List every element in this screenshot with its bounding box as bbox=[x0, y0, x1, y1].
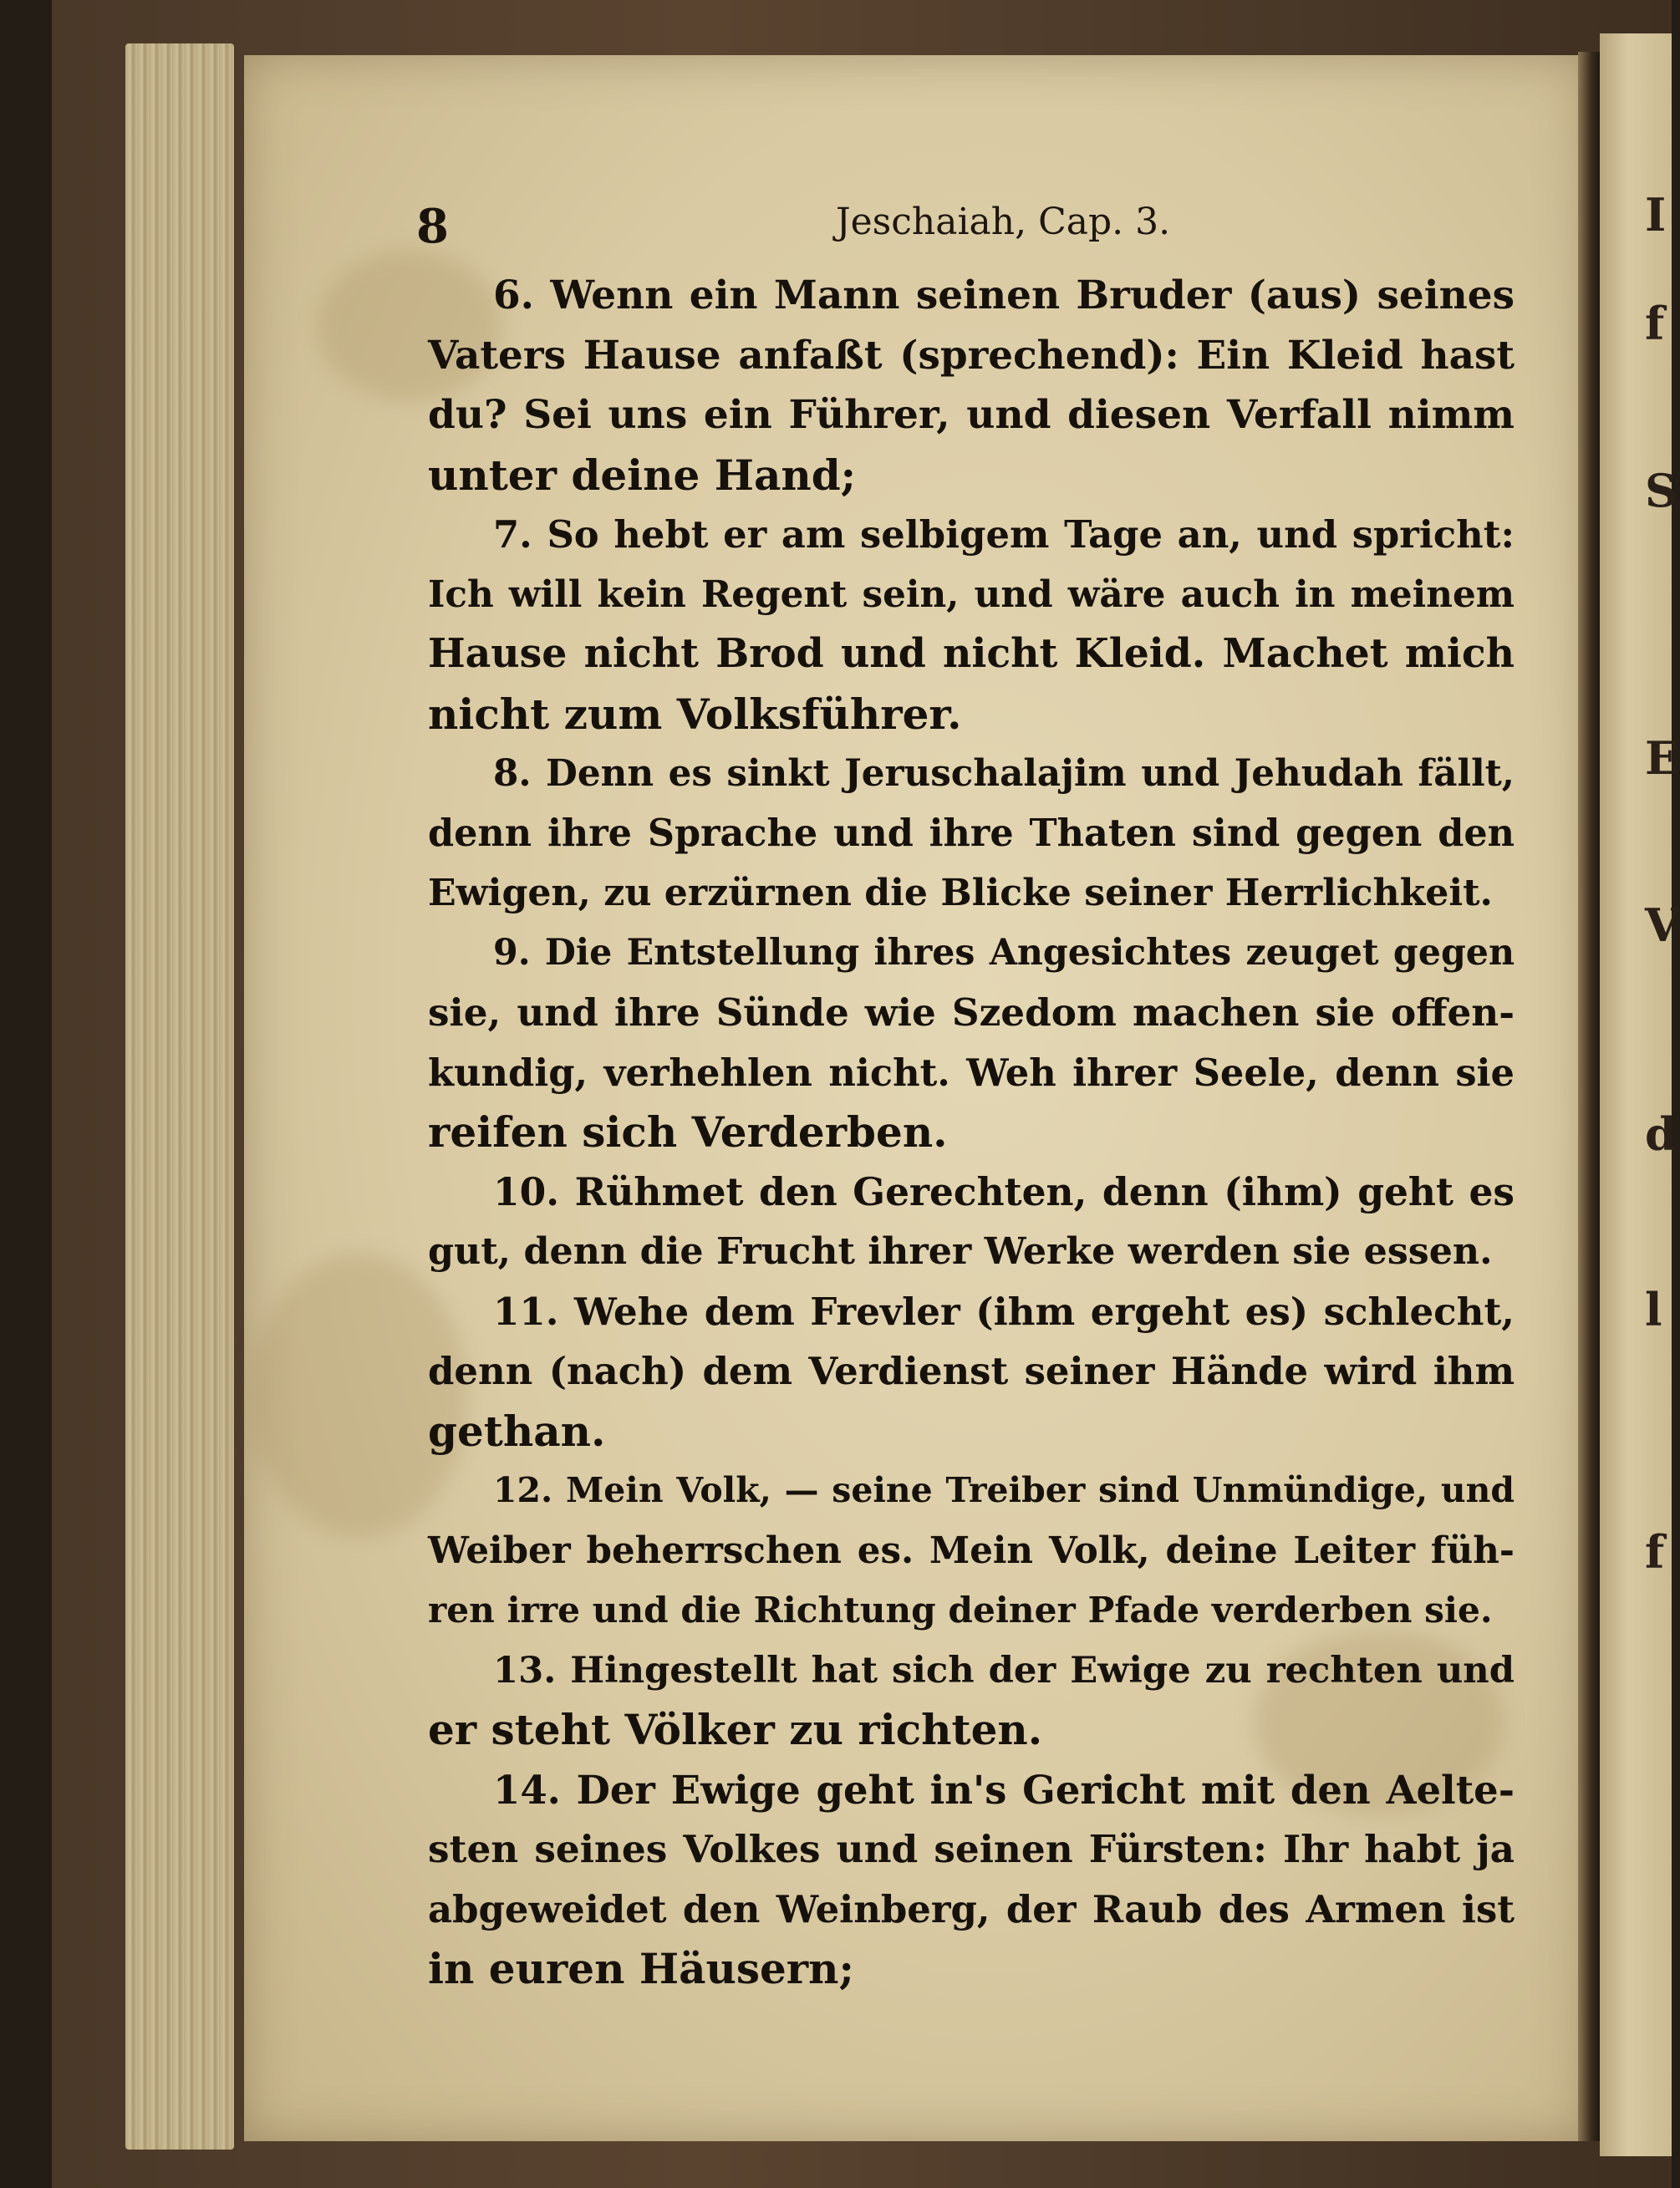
next-page-fragment: E bbox=[1645, 731, 1680, 785]
next-page-fragment: l bbox=[1645, 1283, 1662, 1336]
verse-paragraph bbox=[428, 1163, 1515, 1282]
text-line: Weiber beherrschen es. Mein Volk, deine Leiter füh- bbox=[428, 1529, 1515, 1572]
text-line: kundig, verhehlen nicht. Weh ihrer Seele, denn sie bbox=[428, 1050, 1515, 1095]
text-line: sie, und ihre Sünde wie Szedom machen sie offen- bbox=[428, 990, 1515, 1035]
next-page-fragment: d bbox=[1645, 1107, 1677, 1161]
verse-paragraph bbox=[428, 505, 1515, 744]
next-page-edge bbox=[1600, 33, 1672, 2156]
text-line: in euren Häusern; bbox=[428, 1944, 854, 1993]
text-line: Hause nicht Brod und nicht Kleid. Machet mich bbox=[428, 631, 1515, 677]
next-page-fragment: V bbox=[1645, 898, 1680, 952]
text-line: 12. Mein Volk, — seine Treiber sind Unmündige, und bbox=[493, 1470, 1515, 1510]
text-line: reifen sich Verderben. bbox=[428, 1107, 948, 1157]
text-line: denn (nach) dem Verdienst seiner Hände wird ihm bbox=[428, 1349, 1515, 1393]
text-line: 13. Hingestellt hat sich der Ewige zu rechten und bbox=[493, 1648, 1515, 1692]
text-line: gethan. bbox=[428, 1406, 606, 1456]
text-line: 8. Denn es sinkt Jeruschalajim und Jehudah fällt, bbox=[493, 752, 1515, 795]
text-line: sten seines Volkes und seinen Fürsten: Ihr habt ja bbox=[428, 1826, 1515, 1871]
verse-paragraph bbox=[428, 1461, 1515, 1641]
text-line: 6. Wenn ein Mann seinen Bruder (aus) seines bbox=[493, 272, 1515, 318]
text-line: Ewigen, zu erzürnen die Blicke seiner Herrlichkeit. bbox=[428, 872, 1493, 914]
text-line: Ich will kein Regent sein, und wäre auch in meinem bbox=[428, 572, 1515, 616]
text-line: 10. Rühmet den Gerechten, denn (ihm) geht es bbox=[493, 1168, 1515, 1214]
text-line: denn ihre Sprache und ihre Thaten sind gegen den bbox=[428, 811, 1515, 855]
text-line: er steht Völker zu richten. bbox=[428, 1705, 1043, 1754]
verse-paragraph bbox=[428, 924, 1515, 1163]
page-edges bbox=[125, 43, 234, 2150]
text-line: gut, denn die Frucht ihrer Werke werden sie essen. bbox=[428, 1229, 1493, 1273]
text-line: 11. Wehe dem Frevler (ihm ergeht es) schlecht, bbox=[493, 1289, 1515, 1334]
text-line: 7. So hebt er am selbigem Tage an, und spricht: bbox=[493, 512, 1515, 557]
text-line: 14. Der Ewige geht in's Gericht mit den Aelte- bbox=[493, 1766, 1515, 1813]
text-line: nicht zum Volksführer. bbox=[428, 689, 962, 739]
text-line: du? Sei uns ein Führer, und diesen Verfall nimm bbox=[428, 392, 1515, 438]
book-gutter bbox=[1578, 52, 1600, 2141]
next-page-fragment: f bbox=[1645, 297, 1665, 350]
next-page-fragment: S bbox=[1645, 464, 1677, 517]
text-line: unter deine Hand; bbox=[428, 450, 857, 500]
verse-paragraph bbox=[428, 266, 1515, 505]
page-number: 8 bbox=[416, 199, 449, 254]
verse-paragraph bbox=[428, 1282, 1515, 1462]
verse-paragraph bbox=[428, 744, 1515, 924]
text-line: ren irre und die Richtung deiner Pfade verderben sie. bbox=[428, 1589, 1493, 1631]
verse-paragraph bbox=[428, 1760, 1515, 1999]
verse-text bbox=[428, 266, 1515, 1999]
running-head: Jeschaiah, Cap. 3. bbox=[836, 201, 1171, 243]
next-page-fragment: I bbox=[1645, 188, 1667, 242]
verse-paragraph bbox=[428, 1641, 1515, 1760]
text-line: 9. Die Entstellung ihres Angesichtes zeuget gegen bbox=[493, 931, 1515, 974]
text-line: abgeweidet den Weinberg, der Raub des Armen ist bbox=[428, 1886, 1515, 1931]
next-page-fragment: f bbox=[1645, 1525, 1665, 1579]
text-line: Vaters Hause anfaßt (sprechend): Ein Kleid hast bbox=[428, 332, 1515, 379]
